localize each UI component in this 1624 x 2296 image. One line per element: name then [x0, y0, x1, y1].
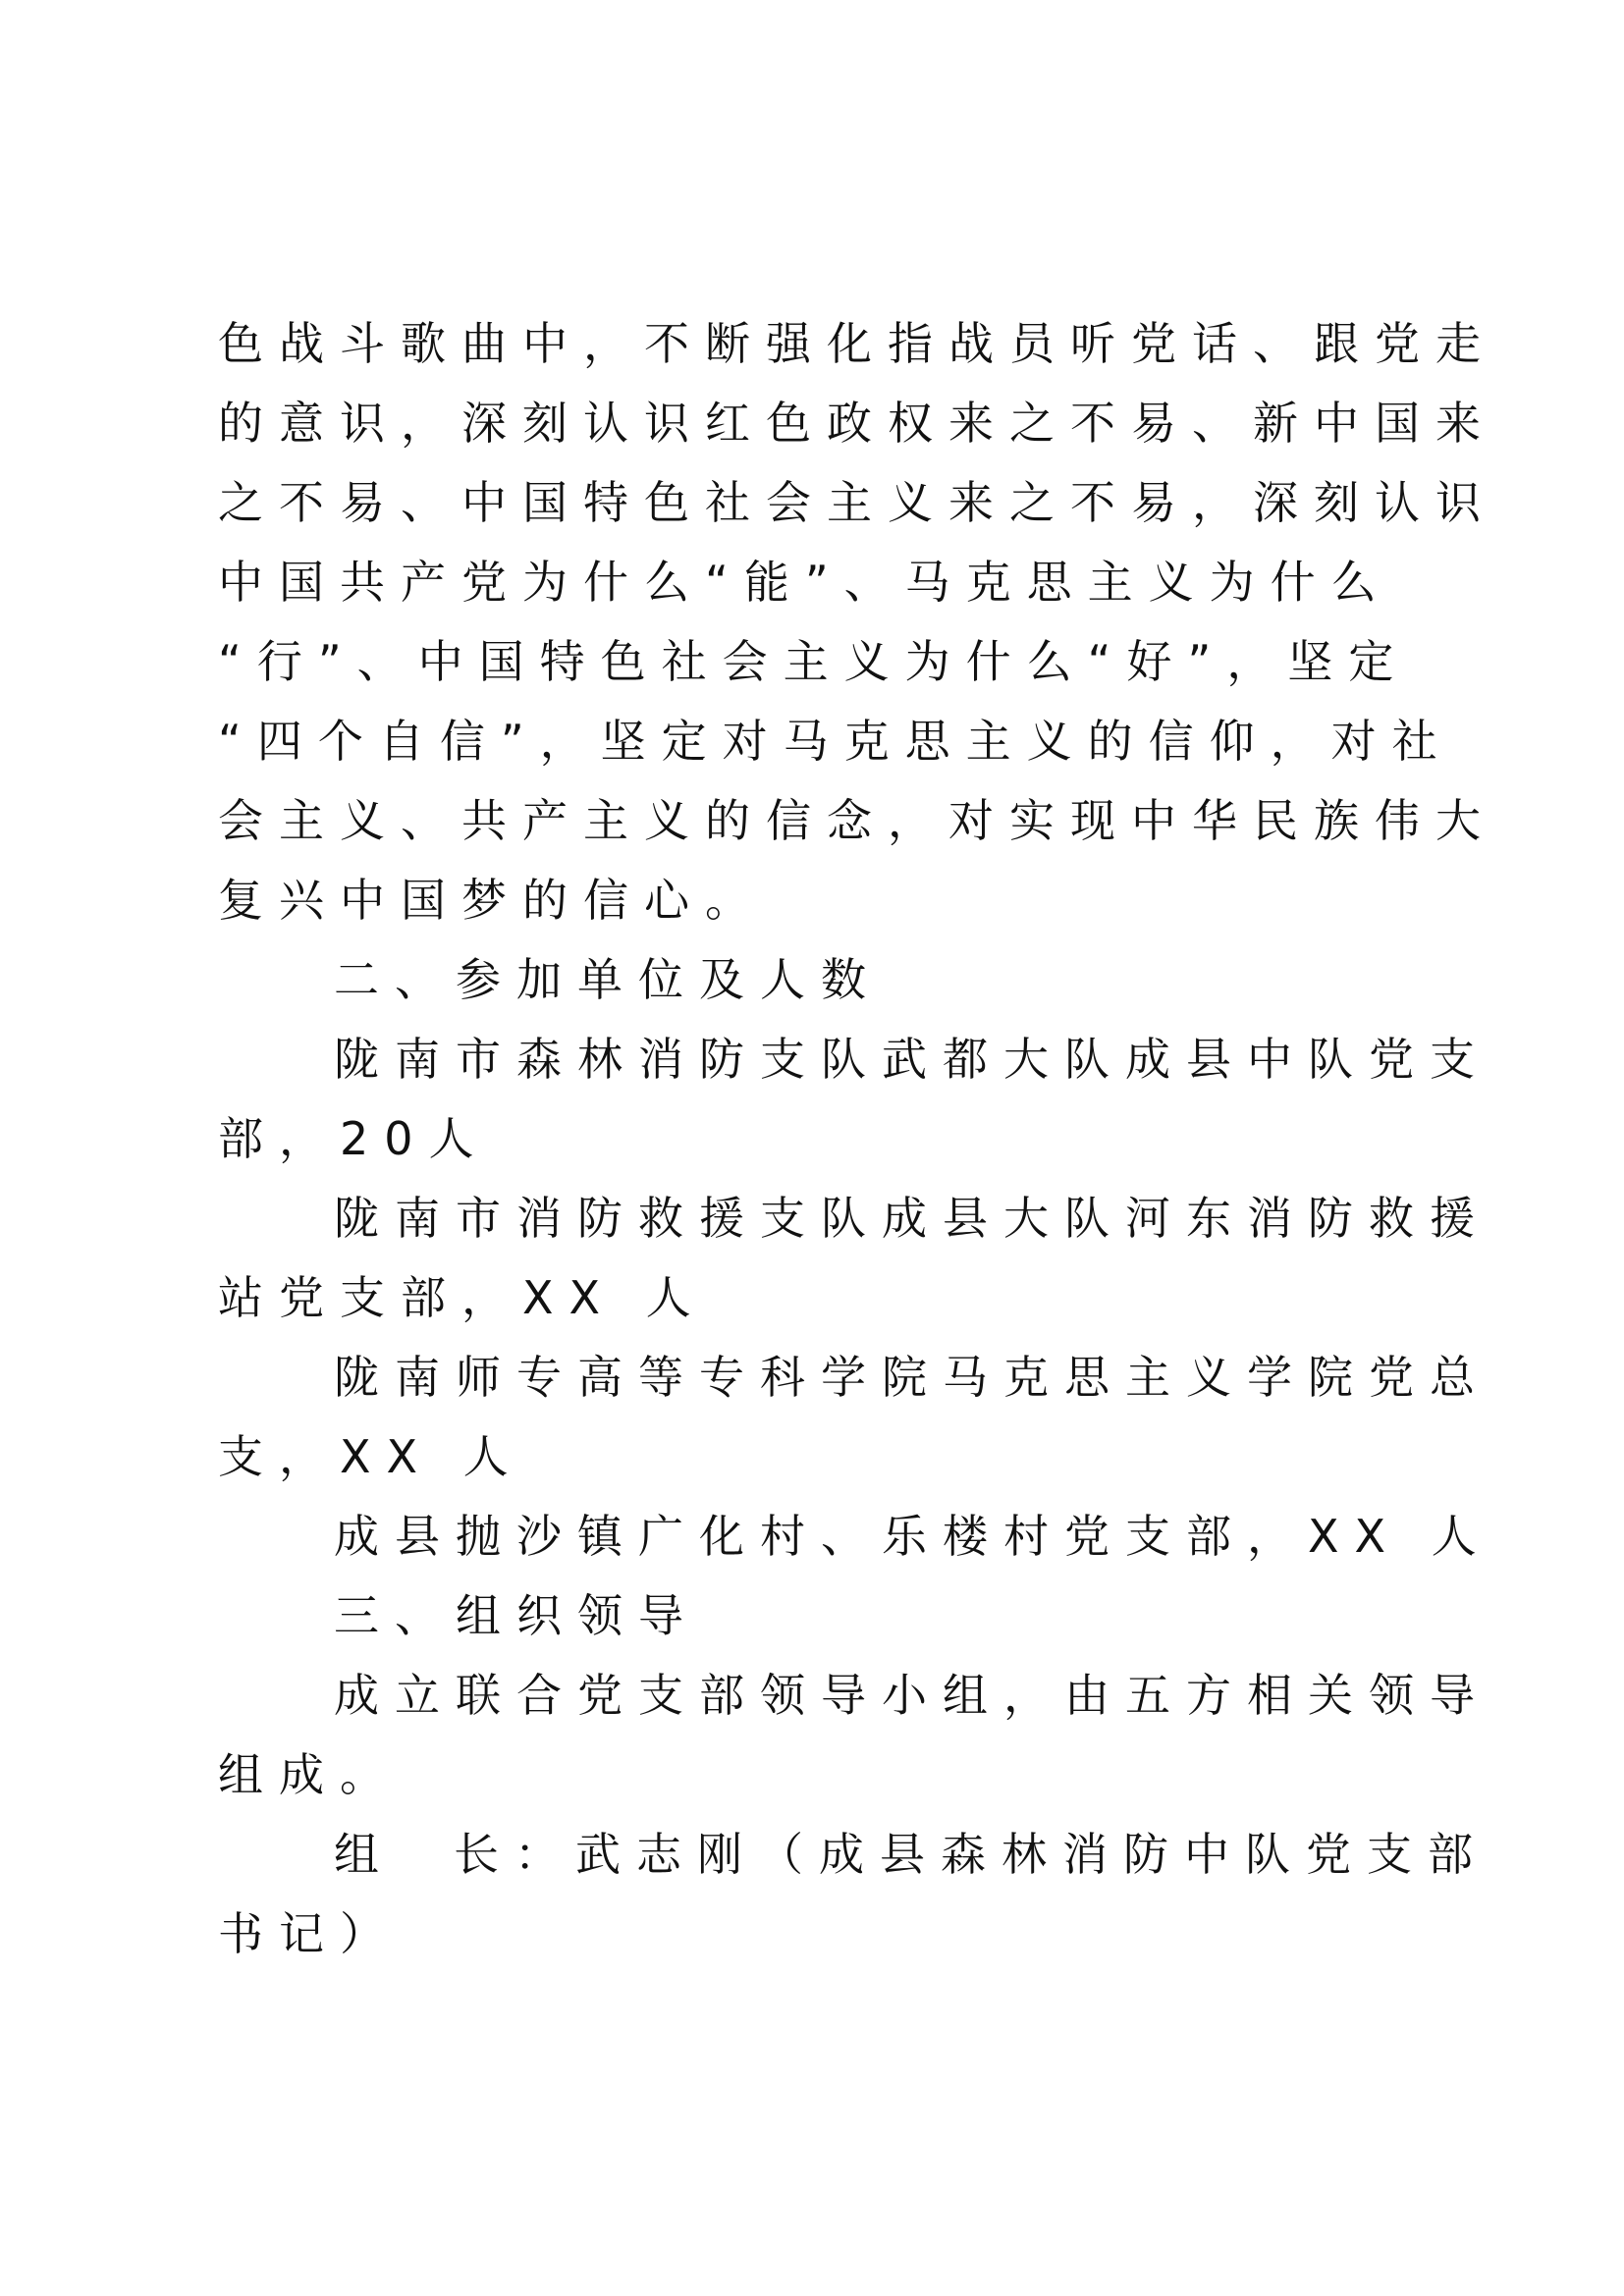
intro-line: 复兴中国梦的信心。: [218, 874, 766, 927]
intro-line: 会主义、共产主义的信念，对实现中华民族伟大: [218, 794, 1496, 847]
unit-line-cont: 站党支部，XX 人: [218, 1271, 707, 1324]
intro-line: 的意识，深刻认识红色政权来之不易、新中国来: [218, 397, 1496, 450]
intro-line: 色战斗歌曲中，不断强化指战员听党话、跟党走: [218, 317, 1496, 370]
unit-line-cont: 支，XX 人: [218, 1430, 524, 1483]
unit-line: 陇南师专高等专科学院马克思主义学院党总: [334, 1351, 1490, 1404]
unit-line: 陇南市消防救援支队成县大队河东消防救援: [334, 1192, 1490, 1245]
leader-detail: 武志刚（成县森林消防中队党支部: [575, 1828, 1489, 1881]
intro-line: “行”、中国特色社会主义为什么“好”，坚定: [218, 635, 1410, 688]
intro-line: 之不易、中国特色社会主义来之不易，深刻认识: [218, 476, 1496, 529]
intro-line: 中国共产党为什么“能”、马克思主义为什么: [218, 556, 1392, 609]
section-heading-participants: 二、参加单位及人数: [334, 953, 882, 1006]
unit-line-cont: 部，20人: [218, 1112, 490, 1165]
document-body: [218, 304, 1496, 1974]
leader-role-last: 长：: [454, 1828, 575, 1881]
leader-role-first: 组: [334, 1828, 395, 1881]
unit-line: 成县抛沙镇广化村、乐楼村党支部，XX 人: [334, 1510, 1492, 1563]
intro-line: “四个自信”，坚定对马克思主义的信仰，对社: [218, 715, 1453, 768]
org-paragraph-line-cont: 组成。: [218, 1748, 401, 1801]
leader-line-cont: 书记）: [218, 1907, 401, 1960]
org-paragraph-line: 成立联合党支部领导小组，由五方相关领导: [334, 1669, 1490, 1722]
section-heading-organization: 三、组织领导: [334, 1589, 699, 1642]
unit-line: 陇南市森林消防支队武都大队成县中队党支: [334, 1033, 1490, 1086]
leader-line: [218, 1815, 1489, 1895]
